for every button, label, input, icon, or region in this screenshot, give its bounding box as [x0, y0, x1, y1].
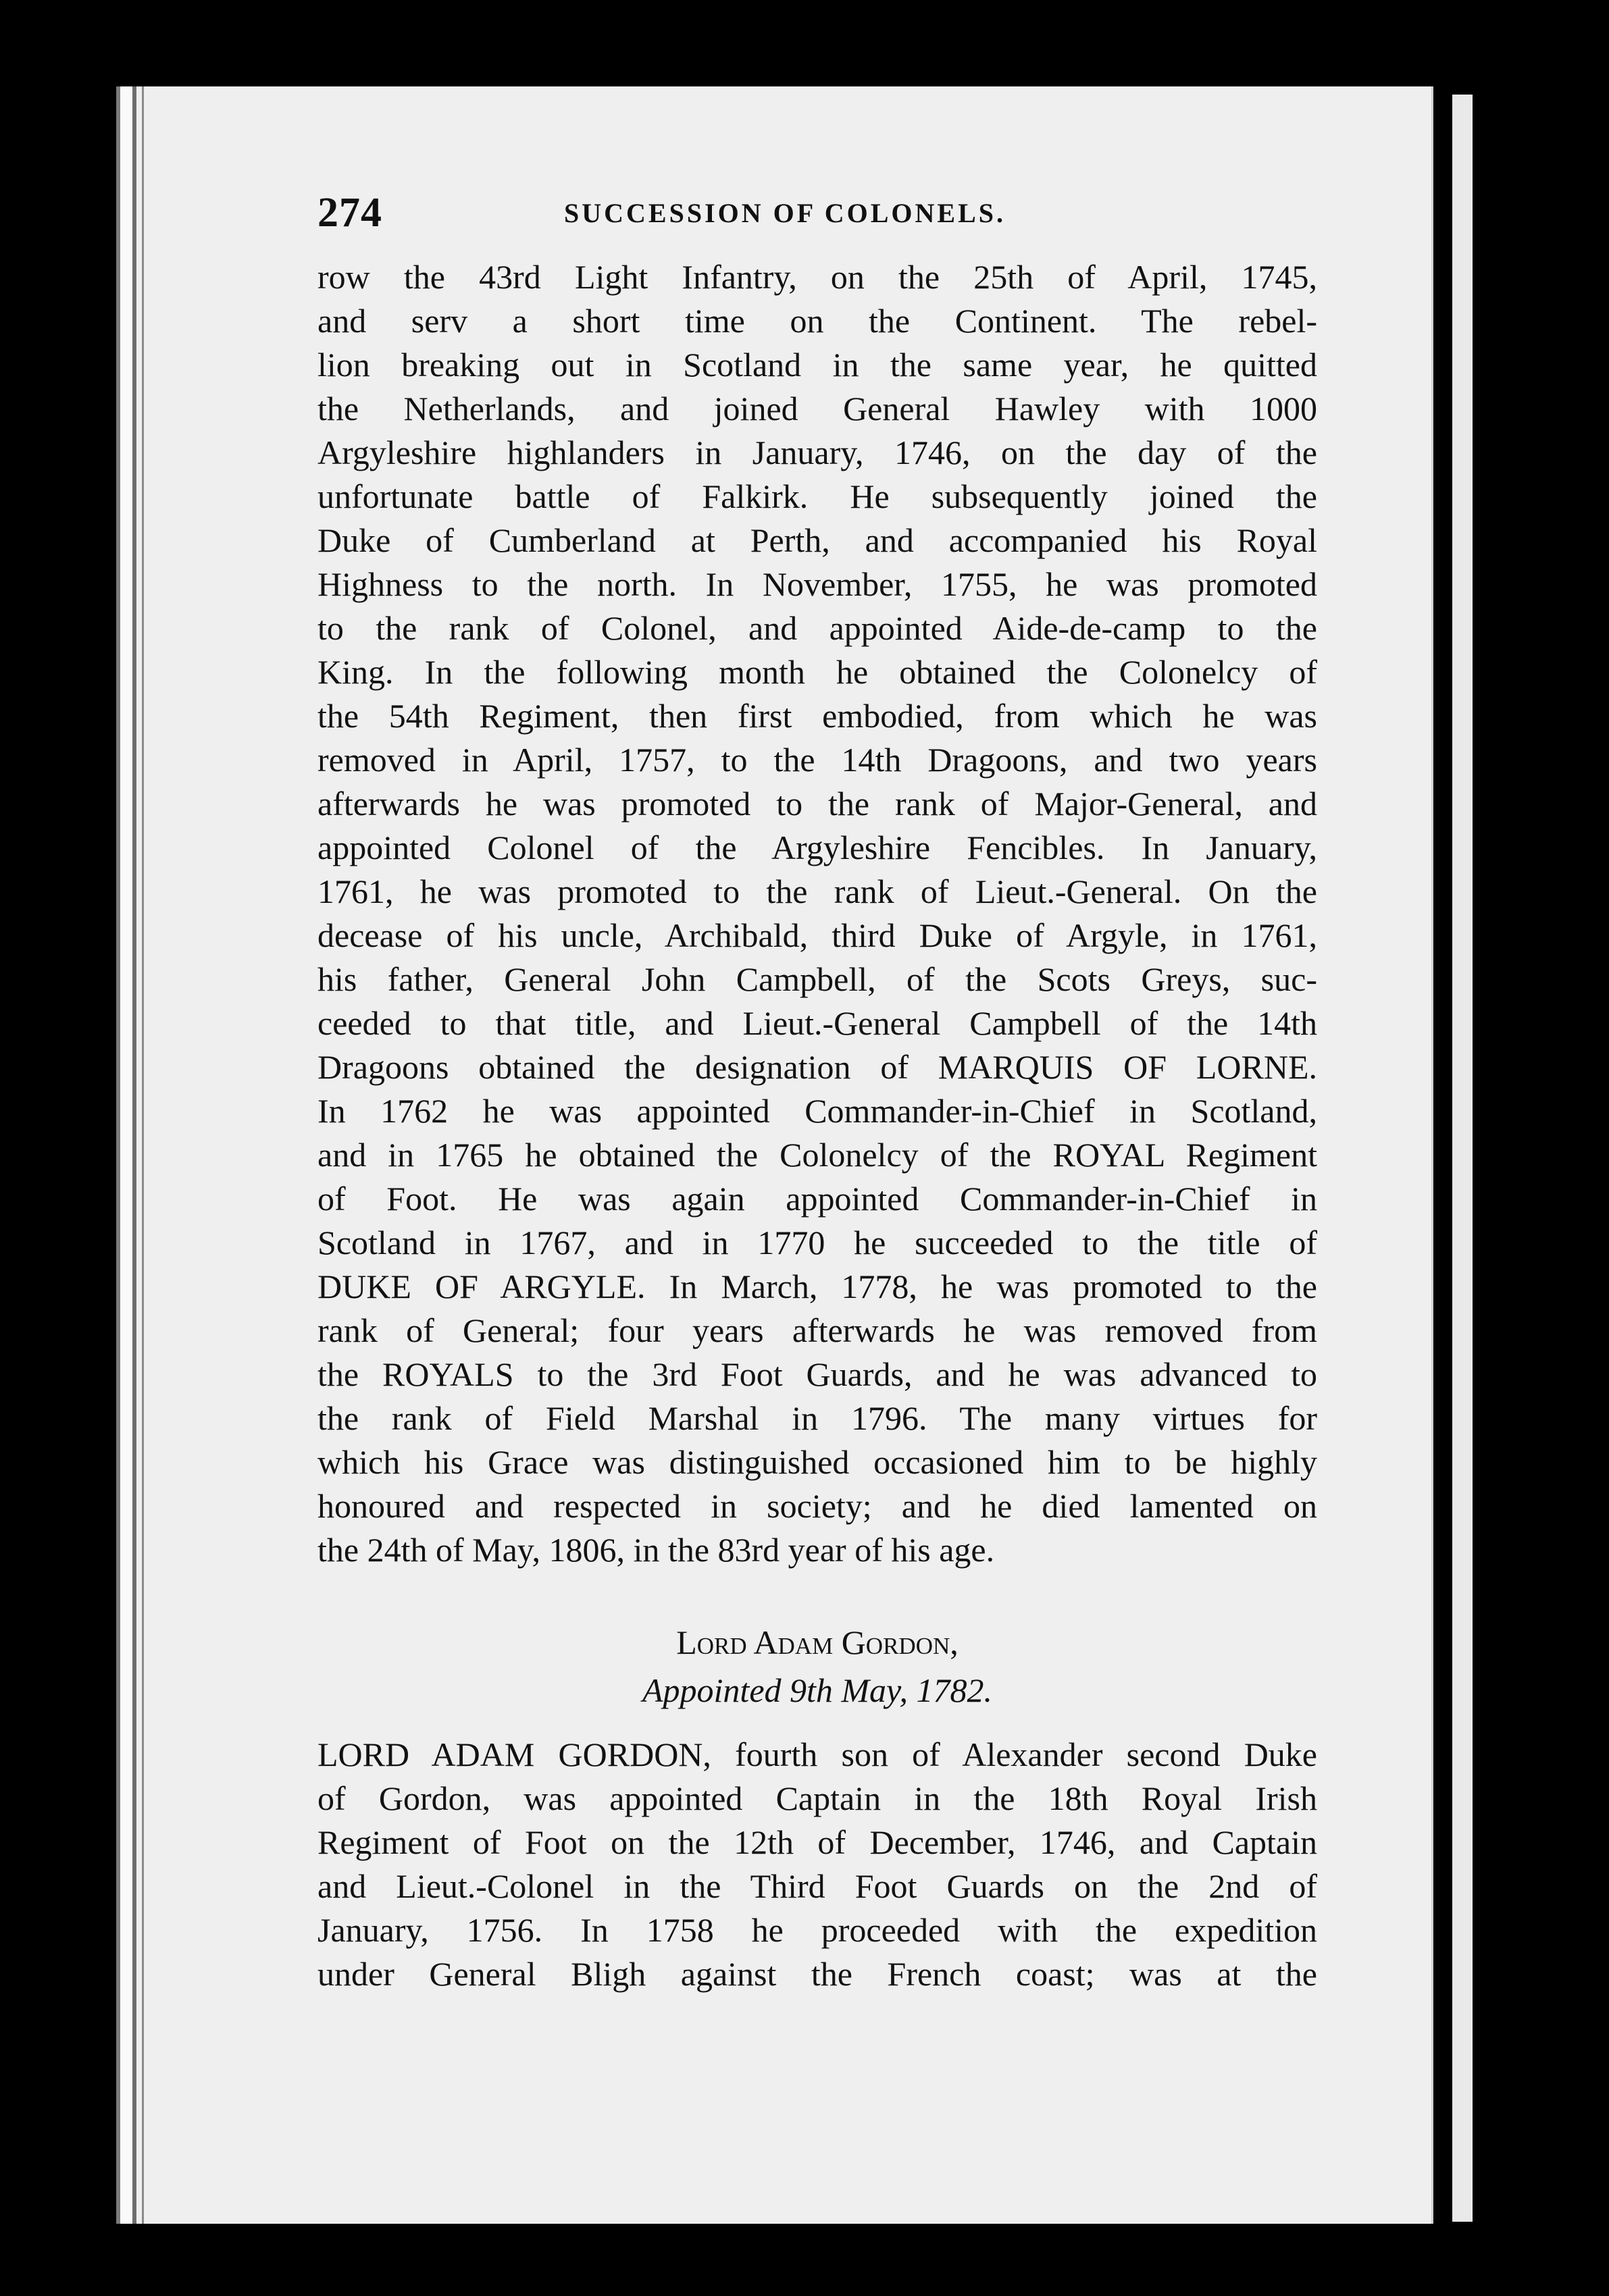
text-line: decease of his uncle, Archibald, third Duke of Argyle, in 1761, — [317, 916, 1317, 954]
text-line: afterwards he was promoted to the rank of Major-General, and — [317, 785, 1317, 823]
page-number: 274 — [317, 190, 382, 236]
text-line: and serv a short time on the Continent. The rebel- — [317, 302, 1317, 340]
text-line: Dragoons obtained the designation of MARQUIS OF LORNE. — [317, 1048, 1317, 1086]
text-line: of Foot. He was again appointed Commander-in-Chief in — [317, 1180, 1317, 1218]
section-heading: Lord Adam Gordon, — [676, 1623, 959, 1661]
paragraph-1 — [317, 255, 1317, 1572]
text-line: row the 43rd Light Infantry, on the 25th of April, 1745, — [317, 258, 1317, 296]
text-line: 1761, he was promoted to the rank of Lieut.-General. On the — [317, 872, 1317, 910]
page-edge-line — [142, 86, 144, 2224]
text-line: rank of General; four years afterwards he was removed from — [317, 1311, 1317, 1349]
text-line: Argyleshire highlanders in January, 1746, on the day of the — [317, 434, 1317, 471]
running-title: SUCCESSION OF COLONELS. — [564, 198, 1006, 228]
text-line: DUKE OF ARGYLE. In March, 1778, he was promoted to the — [317, 1268, 1317, 1305]
text-line: LORD ADAM GORDON, fourth son of Alexander second Duke — [317, 1736, 1317, 1773]
next-page-edge — [1452, 95, 1473, 2222]
text-line: the 24th of May, 1806, in the 83rd year of his age. — [317, 1531, 995, 1569]
text-line: Regiment of Foot on the 12th of December, 1746, and Captain — [317, 1823, 1317, 1861]
text-line: of Gordon, was appointed Captain in the 18th Royal Irish — [317, 1779, 1317, 1817]
running-head — [317, 189, 1310, 263]
text-line: the Netherlands, and joined General Hawley with 1000 — [317, 390, 1317, 427]
text-line: ceeded to that title, and Lieut.-General Campbell of the 14th — [317, 1004, 1317, 1042]
text-line: the 54th Regiment, then first embodied, from which he was — [317, 697, 1317, 735]
text-line: January, 1756. In 1758 he proceeded with the expedition — [317, 1911, 1317, 1949]
section-subheading: Appointed 9th May, 1782. — [642, 1671, 992, 1709]
text-line: his father, General John Campbell, of the Scots Greys, suc- — [317, 960, 1317, 998]
text-line: the ROYALS to the 3rd Foot Guards, and he was advanced to — [317, 1355, 1317, 1393]
body-text — [317, 255, 1317, 1996]
text-line: Highness to the north. In November, 1755, he was promoted — [317, 565, 1317, 603]
text-line: the rank of Field Marshal in 1796. The many virtues for — [317, 1399, 1317, 1437]
text-line: lion breaking out in Scotland in the same year, he quitted — [317, 346, 1317, 384]
text-line: honoured and respected in society; and he died lamented on — [317, 1487, 1317, 1525]
text-line: unfortunate battle of Falkirk. He subsequently joined the — [317, 477, 1317, 515]
text-line: under General Bligh against the French coast; was at the — [317, 1955, 1317, 1993]
text-line: which his Grace was distinguished occasioned him to be highly — [317, 1443, 1317, 1481]
paragraph-2 — [317, 1733, 1317, 1996]
text-line: Duke of Cumberland at Perth, and accompanied his Royal — [317, 521, 1317, 559]
text-line: and in 1765 he obtained the Colonelcy of the ROYAL Regiment — [317, 1136, 1317, 1174]
text-line: to the rank of Colonel, and appointed Aide-de-camp to the — [317, 609, 1317, 647]
text-line: appointed Colonel of the Argyleshire Fencibles. In January, — [317, 829, 1317, 866]
text-line: King. In the following month he obtained the Colonelcy of — [317, 653, 1317, 691]
text-line: Scotland in 1767, and in 1770 he succeeded to the title of — [317, 1224, 1317, 1261]
text-line: In 1762 he was appointed Commander-in-Chief in Scotland, — [317, 1092, 1317, 1130]
text-line: removed in April, 1757, to the 14th Dragoons, and two years — [317, 741, 1317, 779]
text-line: and Lieut.-Colonel in the Third Foot Guards on the 2nd of — [317, 1867, 1317, 1905]
